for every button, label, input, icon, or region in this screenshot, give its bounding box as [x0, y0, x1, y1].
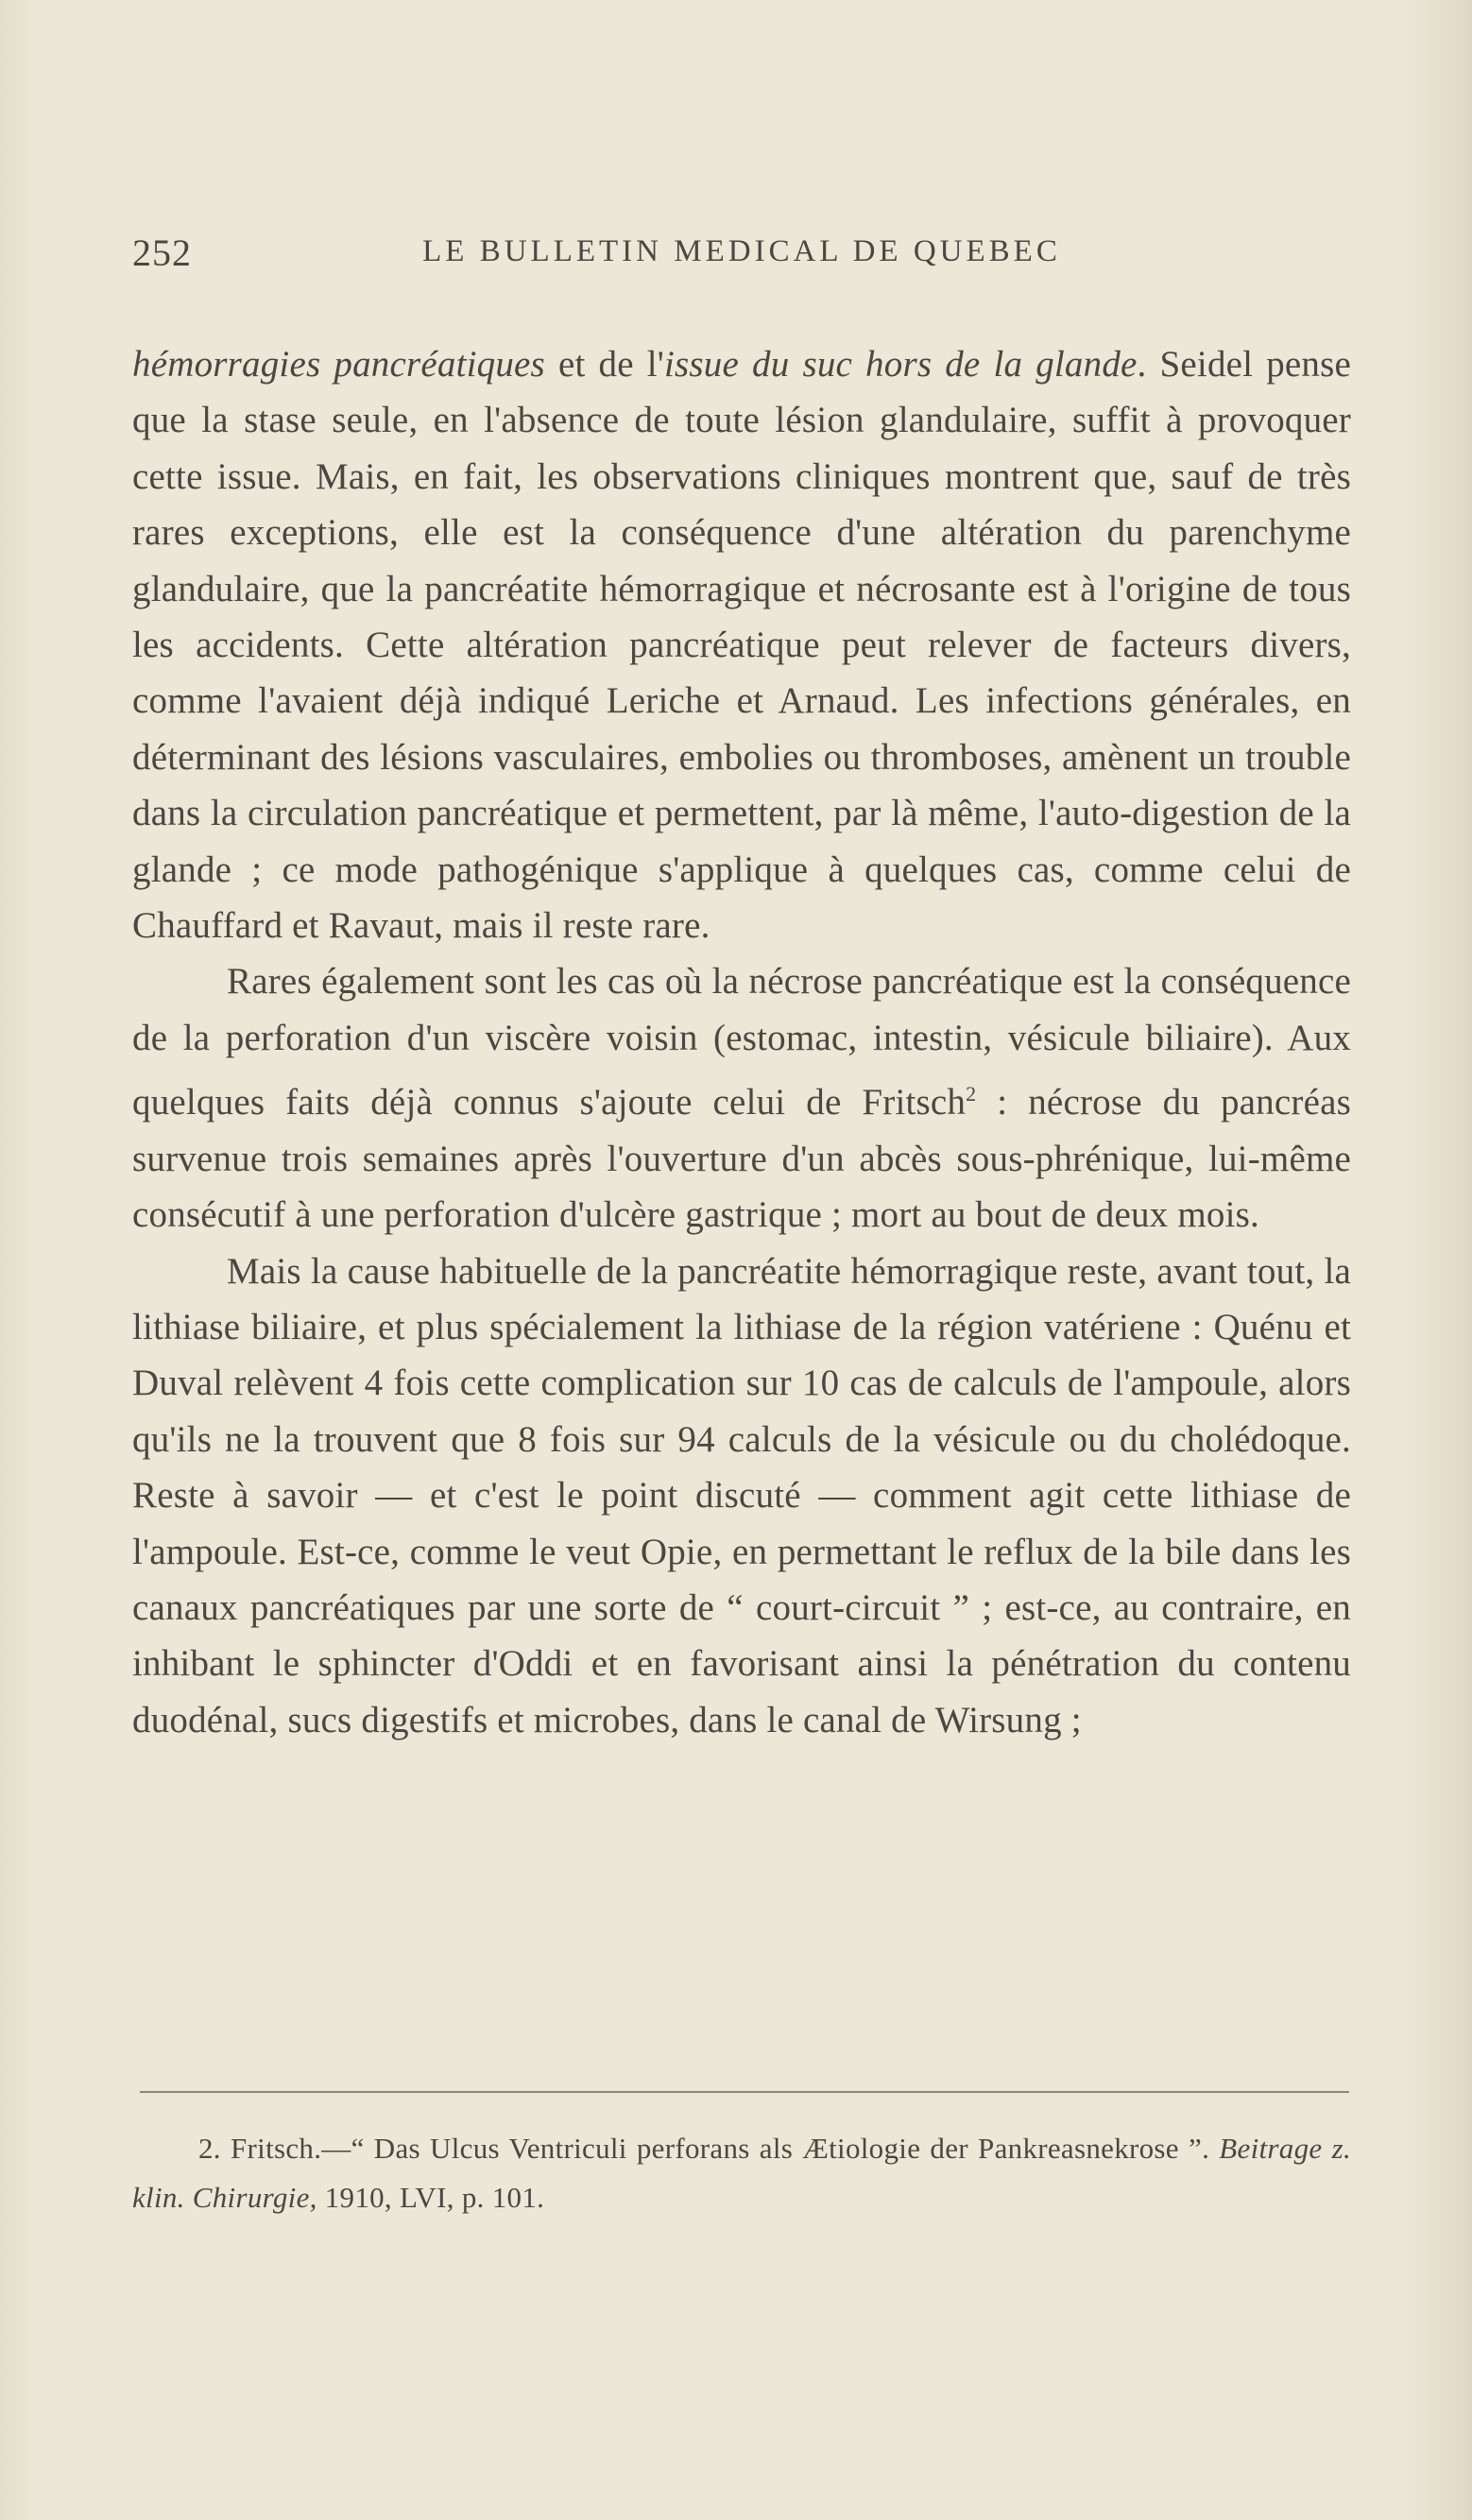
text-run: . Seidel pense que la stase seule, en l'absence de toute lésion glandulaire, suffit à provoquer cette issue. Mais, en fait, les observations cliniques montrent que, sauf de très rares exceptions, elle est la conséquence d'une altération du parenchyme glandulaire, que la pancréatite hémorragique et nécrosante est à l'origine de tous les accidents. Cette altération pancréatique peut relever de facteurs divers, comme l'avaient déjà indiqué Leriche et Arnaud. Les infections générales, en déterminant des lésions vasculaires, embolies ou thromboses, amènent un trouble dans la circulation pancréatique et permettent, par là même, l'auto-digestion de la glande ; ce mode pathogénique s'applique à quelques cas, comme celui de Chauffard et Ravaut, mais il reste rare. [132, 344, 1352, 947]
page-edge-left [0, 0, 38, 2520]
footnote-divider [140, 2091, 1349, 2093]
text-run: 1910, LVI, p. 101. [317, 2181, 545, 2214]
paragraph-2 [132, 953, 1351, 1243]
text-run: 2. Fritsch.—“ Das Ulcus Ventriculi perforans als Ætiologie der Pankreasnekrose ”. [198, 2132, 1220, 2165]
paragraph-1 [132, 336, 1351, 953]
text-run: : nécrose du pancréas survenue trois semaines après l'ouverture d'un abcès sous-phrénique, lui-même consécutif à une perforation d'ulcère gastrique ; mort au bout de deux mois. [132, 1082, 1351, 1236]
page-edge-right [1406, 0, 1472, 2520]
footnote [132, 2124, 1351, 2222]
page-number: 252 [132, 231, 192, 274]
page-header [132, 231, 1351, 283]
footnote-text [132, 2124, 1351, 2222]
italic-phrase: hémorragies pancréatiques [132, 344, 545, 385]
running-head: LE BULLETIN MEDICAL DE QUEBEC [422, 234, 1061, 268]
text-run: Mais la cause habituelle de la pancréatite hémorragique reste, avant tout, la lithiase biliaire, et plus spécialement la lithiase de la région vatériene : Quénu et Duval relèvent 4 fois cette complication sur 10 cas de calculs de l'ampoule, alors qu'ils ne la trouvent que 8 fois sur 94 calculs de la vésicule ou du cholédoque. Reste à savoir — et c'est le point discuté — comment agit cette lithiase de l'ampoule. Est-ce, comme le veut Opie, en permettant le reflux de la bile dans les canaux pancréatiques par une sorte de “ court-circuit ” ; est-ce, au contraire, en inhibant le sphincter d'Oddi et en favorisant ainsi la pénétration du contenu duodénal, sucs digestifs et microbes, dans le canal de Wirsung ; [132, 1250, 1351, 1740]
text-run: et de l' [544, 344, 665, 385]
italic-phrase: Beitrage z. klin. Chirurgie, [132, 2132, 1351, 2214]
text-run: Rares également sont les cas où la nécrose pancréatique est la conséquence de la perforation d'un viscère voisin (estomac, intestin, vésicule biliaire). Aux quelques faits déjà connus s'ajoute celui de Fritsch [132, 961, 1351, 1123]
italic-phrase: issue du suc hors de la glande [664, 344, 1138, 385]
paragraph-3 [132, 1243, 1351, 1749]
footnote-marker: 2 [966, 1082, 977, 1106]
body-text [132, 336, 1351, 1748]
